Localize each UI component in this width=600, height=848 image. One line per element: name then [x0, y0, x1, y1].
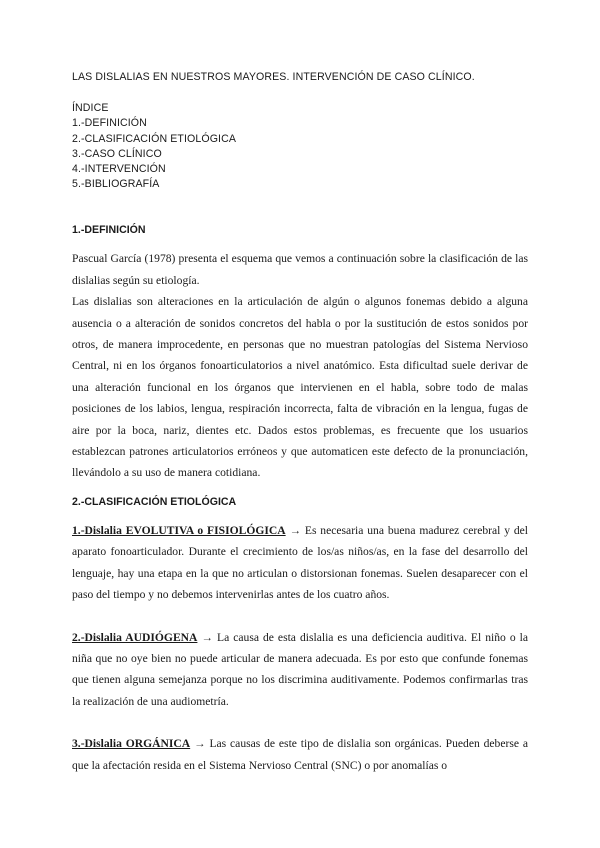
arrow-icon: →	[285, 523, 305, 537]
definition-body-paragraph: Las dislalias son alteraciones en la articulación de algún o algunos fonemas debido a alguna ausencia o a alteración de sonidos concretos del habla o por la sustitución de estos sonidos por otros, de manera improcedente, en personas que no muestran patologías del Sistema Nervioso Central, ni en los órganos fonoarticulatorios a nivel anatómico. Esta dificultad suele derivar de una alteración funcional en los órganos que intervienen en el habla, sobre todo de malas posiciones de los labios, lengua, respiración incorrecta, falta de vibración en la lengua, fugas de aire por la boca, nariz, dientes etc. Dados estos problemas, es frecuente que los usuarios establezcan patrones articulatorios erróneos y que automaticen este defecto de la pronunciación, llevándolo a su uso de manera cotidiana.	[72, 295, 528, 480]
classification-description: Es necesaria una buena madurez cerebral y del aparato fonoarticulador. Durante el crecimiento de los/as niños/as, en la fase del desarrollo del lenguaje, hay una etapa en la que no articulan o distorsionan fonemas. Suelen desaparecer con el paso del tiempo y no debemos intervenirlas antes de los cuatro años.	[72, 523, 528, 602]
classification-description: La causa de esta dislalia es una deficiencia auditiva. El niño o la niña que no oye bien no puede articular de manera adecuada. Es por esto que confunde fonemas que tienen alguna semejanza porque no los discrimina auditivamente. Podemos confirmarlas tras la realización de una audiometría.	[72, 630, 528, 708]
classification-item	[72, 520, 528, 606]
definition-intro-paragraph: Pascual García (1978) presenta el esquema que vemos a continuación sobre la clasificación de las dislalias según su etiología.	[72, 252, 528, 287]
classification-description: Las causas de este tipo de dislalia son orgánicas. Pueden deberse a que la afectación resida en el Sistema Nervioso Central (SNC) o por anomalías o	[72, 737, 528, 772]
classification-term: 2.-Dislalia AUDIÓGENA	[72, 630, 198, 644]
toc-item: 2.-CLASIFICACIÓN ETIOLÓGICA	[72, 132, 236, 145]
section-heading-clasificacion: 2.-CLASIFICACIÓN ETIOLÓGICA	[72, 495, 237, 508]
toc-item: 3.-CASO CLÍNICO	[72, 147, 162, 160]
arrow-icon: →	[197, 630, 218, 644]
classification-item	[72, 627, 528, 713]
definition-text	[72, 248, 528, 483]
document-title: LAS DISLALIAS EN NUESTROS MAYORES. INTERVENCIÓN DE CASO CLÍNICO.	[72, 71, 475, 83]
section-heading-definicion: 1.-DEFINICIÓN	[72, 224, 146, 237]
toc-item: 5.-BIBLIOGRAFÍA	[72, 178, 160, 191]
classification-term: 3.-Dislalia ORGÁNICA	[72, 737, 191, 751]
classification-item	[72, 733, 528, 776]
arrow-icon: →	[190, 737, 210, 751]
toc-item: 1.-DEFINICIÓN	[72, 117, 147, 130]
classification-term: 1.-Dislalia EVOLUTIVA o FISIOLÓGICA	[72, 523, 286, 537]
toc-heading: ÍNDICE	[72, 102, 109, 115]
toc-item: 4.-INTERVENCIÓN	[72, 163, 166, 176]
document-page	[72, 70, 528, 776]
table-of-contents	[72, 101, 528, 192]
